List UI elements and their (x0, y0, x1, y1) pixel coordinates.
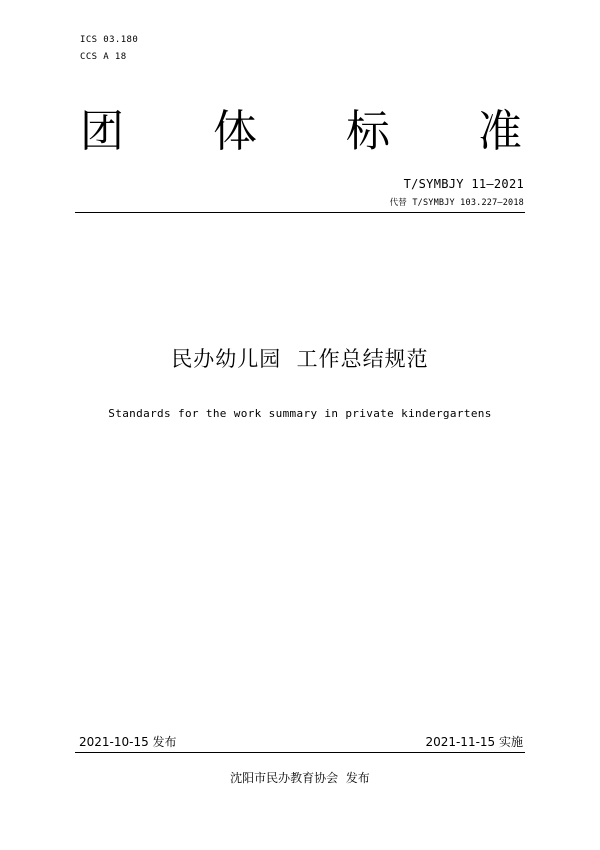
bottom-divider (75, 752, 525, 753)
document-type-char-2: 体 (213, 106, 257, 157)
ics-code: ICS 03.180 (80, 35, 139, 45)
replaces-standard: 代替 T/SYMBJY 103.227—2018 (389, 198, 524, 208)
title-english: Standards for the work summary in private kindergartens (108, 407, 492, 420)
top-divider (75, 212, 525, 213)
standard-number: T/SYMBJY 11—2021 (403, 177, 524, 191)
implementation-date: 2021-11-15 实施 (425, 735, 523, 749)
document-type-char-1: 团 (80, 106, 124, 157)
document-type-char-4: 准 (478, 106, 522, 157)
publish-date: 2021-10-15 发布 (79, 735, 177, 749)
publisher: 沈阳市民办教育协会 发布 (230, 771, 370, 785)
title-chinese: 民办幼儿园 工作总结规范 (171, 347, 429, 371)
document-type-char-3: 标 (346, 106, 390, 157)
ccs-code: CCS A 18 (80, 52, 127, 62)
